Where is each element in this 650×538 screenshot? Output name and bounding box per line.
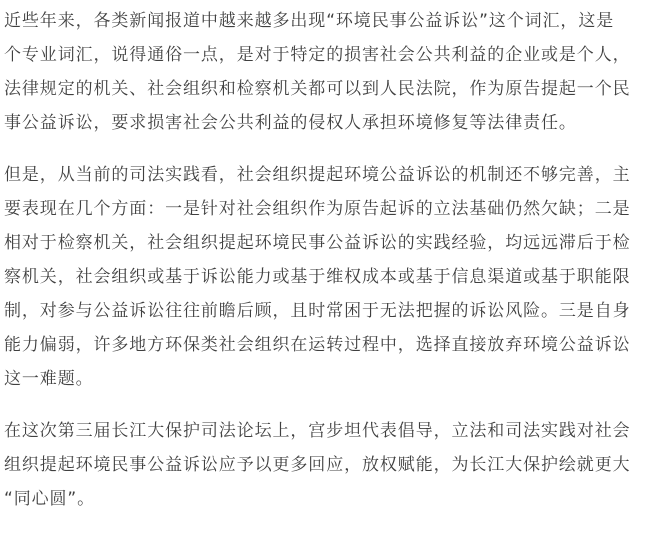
paragraph-spacer xyxy=(4,140,642,158)
paragraph-line: 相对于检察机关，社会组织提起环境民事公益诉讼的实践经验，均远远滞后于检 xyxy=(4,233,631,253)
paragraph-line: 事公益诉讼，要求损害社会公共利益的侵权人承担环境修复等法律责任。 xyxy=(4,113,577,133)
paragraph-line: 法律规定的机关、社会组织和检察机关都可以到人民法院，作为原告提起一个民 xyxy=(4,79,631,99)
paragraph-line: 要表现在几个方面：一是针对社会组织作为原告起诉的立法基础仍然欠缺；二是 xyxy=(4,199,631,219)
paragraph-line: 但是，从当前的司法实践看，社会组织提起环境公益诉讼的机制还不够完善，主 xyxy=(4,165,631,185)
paragraph-line: 制，对参与公益诉讼往往前瞻后顾，且时常困于无法把握的诉讼风险。三是自身 xyxy=(4,301,631,321)
paragraph-line: 在这次第三届长江大保护司法论坛上，宫步坦代表倡导，立法和司法实践对社会 xyxy=(4,421,631,441)
paragraph-spacer xyxy=(4,396,642,414)
paragraph-1 xyxy=(4,4,642,140)
paragraph-3 xyxy=(4,414,642,516)
paragraph-line: 近些年来，各类新闻报道中越来越多出现“环境民事公益诉讼”这个词汇，这是 xyxy=(4,11,615,31)
paragraph-line: 能力偏弱，许多地方环保类社会组织在运转过程中，选择直接放弃环境公益诉讼 xyxy=(4,335,631,355)
article-body xyxy=(4,4,642,516)
paragraph-2 xyxy=(4,158,642,396)
paragraph-line: 组织提起环境民事公益诉讼应予以更多回应，放权赋能，为长江大保护绘就更大 xyxy=(4,455,631,475)
paragraph-line: “同心圆”。 xyxy=(4,489,96,509)
paragraph-line: 这一难题。 xyxy=(4,369,94,389)
paragraph-line: 察机关，社会组织或基于诉讼能力或基于维权成本或基于信息渠道或基于职能限 xyxy=(4,267,631,287)
paragraph-line: 个专业词汇，说得通俗一点，是对于特定的损害社会公共利益的企业或是个人， xyxy=(4,45,631,65)
